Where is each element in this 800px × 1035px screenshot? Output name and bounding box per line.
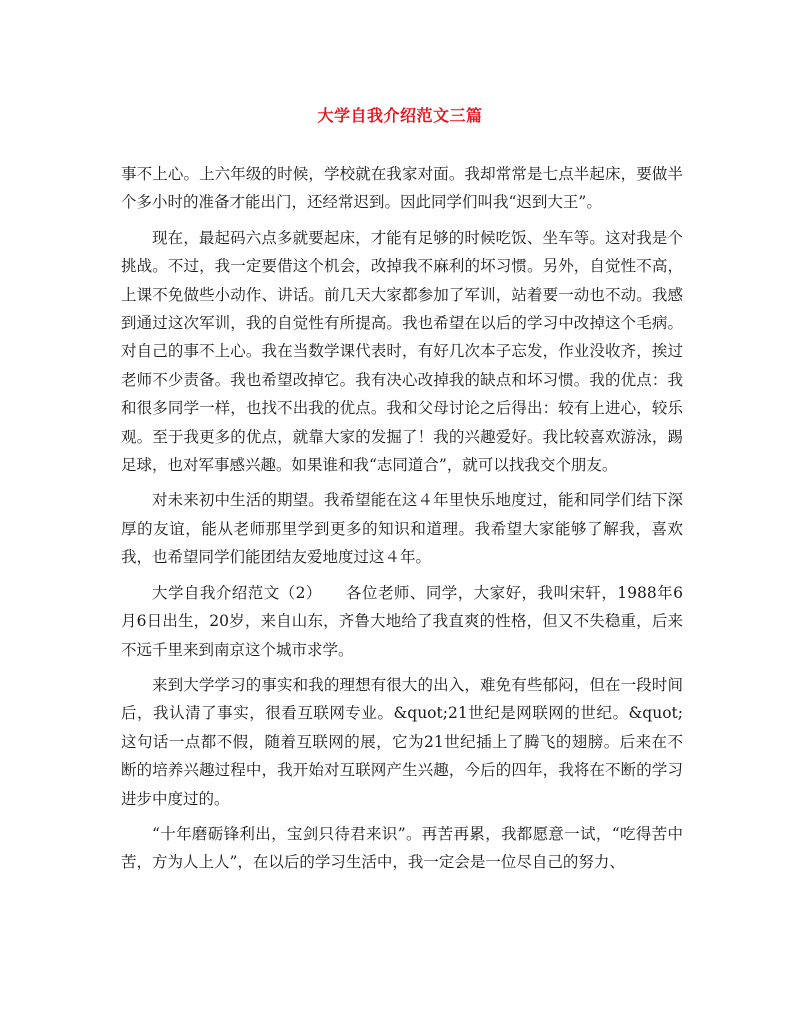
paragraph: 现在，最起码六点多就要起床，才能有足够的时候吃饭、坐车等。这对我是个挑战。不过，我一定要借这个机会，改掉我不麻利的坏习惯。另外，自觉性不高，上课不免做些小动作、讲话。前几天大家都参加了军训，站着要一动也不动。我感到通过这次军训，我的自觉性有所提高。我也希望在以后的学习中改掉这个毛病。对自己的事不上心。我在当数学课代表时，有好几次本子忘发，作业没收齐，挨过老师不少责备。我也希望改掉它。我有决心改掉我的缺点和坏习惯。我的优点：我和很多同学一样，也找不出我的优点。我和父母讨论之后得出：较有上进心，较乐观。至于我更多的优点，就靠大家的发掘了！我的兴趣爱好。我比较喜欢游泳，踢足球，也对军事感兴趣。如果谁和我“志同道合”，就可以找我交个朋友。 [121, 228, 683, 475]
document-body [121, 160, 683, 884]
paragraph: “十年磨砺锋利出，宝剑只待君来识”。再苦再累，我都愿意一试，“吃得苦中苦，方为人上人”，在以后的学习生活中，我一定会是一位尽自己的努力、 [121, 824, 683, 872]
document-title: 大学自我介绍范文三篇 [317, 106, 483, 125]
paragraph: 大学自我介绍范文（2） 各位老师、同学，大家好，我叫宋轩，1988年6月6日出生，20岁，来自山东，齐鲁大地给了我直爽的性格，但又不失稳重，后来不远千里来到南京这个城市求学。 [121, 583, 683, 659]
paragraph: 事不上心。上六年级的时候，学校就在我家对面。我却常常是七点半起床，要做半个多小时的准备才能出门，还经常迟到。因此同学们叫我“迟到大王”。 [121, 165, 683, 212]
paragraph: 来到大学学习的事实和我的理想有很大的出入，难免有些郁闷，但在一段时间后，我认清了事实，很看互联网专业。&quot;21世纪是网联网的世纪。&quot;这句话一点都不假，随着互联网的展，它为21世纪插上了腾飞的翅膀。后来在不断的培养兴趣过程中，我开始对互联网产生兴趣，今后的四年，我将在不断的学习进步中度过的。 [121, 675, 683, 808]
paragraph: 对未来初中生活的期望。我希望能在这４年里快乐地度过，能和同学们结下深厚的友谊，能从老师那里学到更多的知识和道理。我希望大家能够了解我，喜欢我，也希望同学们能团结友爱地度过这４年。 [121, 491, 683, 567]
